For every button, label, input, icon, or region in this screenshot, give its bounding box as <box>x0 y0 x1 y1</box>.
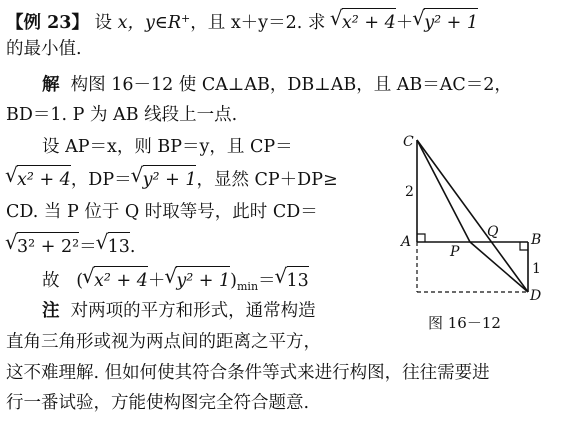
text: CD. 当 P 位于 Q 时取等号，此时 CD＝ <box>6 202 318 222</box>
segment-cd <box>417 140 528 292</box>
example-number: 【例 23】 <box>6 13 89 33</box>
plus-sign: ＋ <box>147 271 166 291</box>
radicand: y² + 1 <box>424 8 478 36</box>
problem-statement-line-1 <box>6 6 478 36</box>
radical-cp <box>6 165 71 193</box>
text: 的最小值. <box>6 39 82 59</box>
right-angle-mark-b <box>520 242 528 250</box>
note-line-1 <box>6 298 316 324</box>
radical-1 <box>331 8 396 36</box>
equals-sign: ＝ <box>258 271 276 291</box>
label-p: P <box>450 244 460 260</box>
segment-cp <box>417 140 470 242</box>
label-bd-length: 1 <box>532 261 541 277</box>
text: ，显然 CP＋DP≥ <box>196 170 338 190</box>
close-paren: ) <box>230 271 237 291</box>
radical-13 <box>97 232 130 260</box>
radicand: y² + 1 <box>143 165 197 193</box>
variables: x，y <box>117 13 155 33</box>
label-q: Q <box>487 224 499 240</box>
note-line-3 <box>6 360 490 386</box>
text: 行一番试验，方能使构图完全符合题意. <box>6 393 310 413</box>
open-paren: ( <box>76 271 84 291</box>
solution-line-3 <box>6 134 293 160</box>
period: . <box>129 237 136 257</box>
text: BD＝1. P 为 AB 线段上一点. <box>6 105 238 125</box>
radicand: 3² + 2² <box>17 232 79 260</box>
conclusion-line <box>6 266 309 300</box>
radical-2 <box>413 8 478 36</box>
label-a: A <box>401 234 412 250</box>
solution-line-5 <box>6 199 318 225</box>
note-line-4 <box>6 390 309 416</box>
label-d: D <box>530 288 542 304</box>
radicand: 13 <box>287 266 309 294</box>
solution-label: 解 <box>42 75 60 95</box>
text: 这不难理解. 但如何使其符合条件等式来进行构图，往往需要进 <box>6 363 490 383</box>
element-of-symbol: ∈ <box>154 13 168 33</box>
condition-text: ，且 x＋y＝2. 求 <box>190 13 326 33</box>
radical-result <box>276 266 309 294</box>
text: 构图 16－12 使 CA⊥AB，DB⊥AB，且 AB＝AC＝2， <box>70 75 512 95</box>
text: 设 AP＝x，则 BP＝y，且 CP＝ <box>42 137 293 157</box>
radicand: y² + 1 <box>176 266 230 294</box>
min-subscript: min <box>237 280 259 293</box>
solution-line-6 <box>6 232 135 260</box>
text: ，DP＝ <box>70 170 132 190</box>
solution-line-4 <box>6 165 338 193</box>
solution-line-1 <box>6 72 512 98</box>
text: 设 <box>94 13 118 33</box>
note-line-2 <box>6 329 321 355</box>
text: 直角三角形或视为两点间的距离之平方， <box>6 332 321 352</box>
therefore-label: 故 <box>42 271 60 291</box>
plus-sign: ＋ <box>395 13 414 33</box>
real-set-superscript: + <box>181 12 191 25</box>
problem-statement-line-2 <box>6 36 82 62</box>
label-ac-length: 2 <box>405 184 414 200</box>
radical-cd <box>6 232 79 260</box>
radical-a <box>83 266 148 294</box>
radicand: x² + 4 <box>94 266 148 294</box>
equals-sign: ＝ <box>79 237 97 257</box>
radical-b <box>165 266 230 294</box>
label-b: B <box>531 232 542 248</box>
real-set: R <box>167 13 182 33</box>
right-angle-mark-a <box>417 234 425 242</box>
radicand: x² + 4 <box>17 165 71 193</box>
label-c: C <box>403 134 414 150</box>
segment-pd <box>470 242 528 292</box>
radicand: 13 <box>108 232 130 260</box>
figure-caption: 图 16－12 <box>428 314 501 332</box>
text: 对两项的平方和形式，通常构造 <box>70 301 316 321</box>
radical-dp <box>132 165 197 193</box>
note-label: 注 <box>42 301 60 321</box>
radicand: x² + 4 <box>342 8 396 36</box>
solution-line-2 <box>6 102 237 128</box>
